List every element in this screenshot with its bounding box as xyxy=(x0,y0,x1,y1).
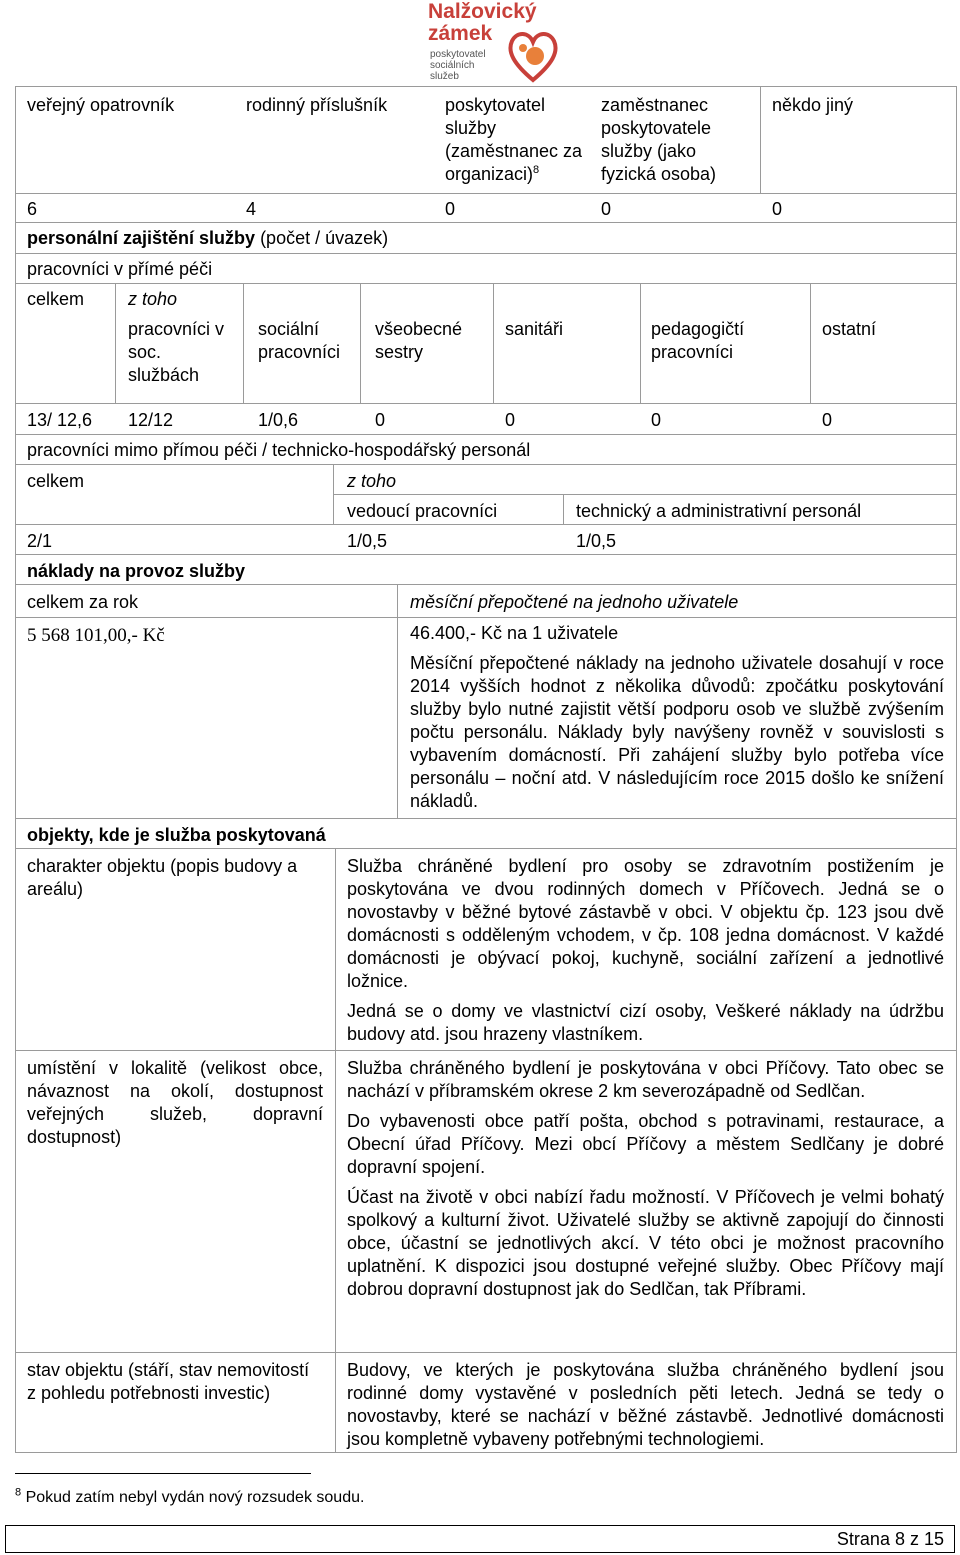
staff-value-soc-services: 12/12 xyxy=(128,410,174,430)
guardian-header-provider-text: poskytovatel služby (zaměstnanec za organizaci) xyxy=(445,95,583,184)
guardian-value-public: 6 xyxy=(27,199,38,219)
staff-value-social-workers: 1/0,6 xyxy=(258,410,299,430)
guardian-value-provider: 0 xyxy=(445,199,456,219)
staff-col-social-workers: sociální pracovníci xyxy=(258,319,341,362)
indirect-col-managers: vedoucí pracovníci xyxy=(347,501,498,521)
logo-subtitle-3: služeb xyxy=(430,71,459,82)
staff-col-orderlies: sanitáři xyxy=(505,319,564,339)
objects-location-p1: Služba chráněného bydlení je poskytována v obci Příčovy. Tato obec se nachází v příbramském okrese 2 km severozápadně od Sedlčan. xyxy=(347,1058,944,1101)
logo-title-line2: zámek xyxy=(428,22,493,45)
staff-total-label: celkem xyxy=(27,289,85,309)
objects-location-p3: Účast na životě v obci nabízí řadu možností. V Příčovech je velmi bohatý spolkový a kulturní život. Uživatelé služby se aktivně zapojují do činnosti obce, účastní se jednotlivých akcí. V této obci je možnost pracovního uplatnění. K dispozici jsou dostupné veřejné služby. Obec Příčovy mají dobrou dopravní dostupnost jak do Sedlčan, tak Příbrami. xyxy=(347,1187,944,1299)
costs-year-value: 5 568 101,00,- Kč xyxy=(27,625,165,646)
logo xyxy=(400,0,570,86)
staff-title: personální zajištění služby xyxy=(27,228,256,248)
costs-year-label: celkem za rok xyxy=(27,592,139,612)
staff-title-suffix: (počet / úvazek) xyxy=(255,228,389,248)
footnote-number: 8 xyxy=(15,1486,22,1499)
page-number: Strana 8 z 15 xyxy=(836,1529,944,1549)
indirect-care-label: pracovníci mimo přímou péči / technicko-hospodářský personál xyxy=(27,440,531,460)
indirect-col-technical: technický a administrativní personál xyxy=(576,501,862,521)
objects-character-p2: Jedná se o domy ve vlastnictví cizí osoby, Veškeré náklady na údržbu budovy atd. jsou hrazeny vlastníkem. xyxy=(347,1001,944,1044)
footnote-text: Pokud zatím nebyl vydán nový rozsudek soudu. xyxy=(25,1489,365,1506)
costs-note: Měsíční přepočtené náklady na jednoho uživatele dosahují v roce 2014 vyšších hodnot z několika důvodů: zpočátku poskytování služby bylo nutné zajistit větší podporu osob ve službě zvýšením počtu personálu. Náklady byly navýšeny rovněž v souvislosti s vybavením domácností. Při zahájení služby bylo potřeba více personálu – noční atd. V následujícím roce 2015 došlo ke snížení nákladů. xyxy=(410,653,944,811)
indirect-value-managers: 1/0,5 xyxy=(347,531,388,551)
guardian-header-family: rodinný příslušník xyxy=(246,95,388,115)
staff-value-pedagogues: 0 xyxy=(651,410,662,430)
objects-content-character xyxy=(347,855,944,1046)
logo-title-line1: Nalžovický xyxy=(428,0,537,23)
indirect-value-technical: 1/0,5 xyxy=(576,531,617,551)
objects-location-p2: Do vybavenosti obce patří pošta, obchod s potravinami, restaurace, a Obecní úřad Příčovy. Mezi obcí Příčovy a městem Sedlčany je dobré dopravní spojení. xyxy=(347,1111,944,1177)
staff-value-nurses: 0 xyxy=(375,410,386,430)
objects-character-p1: Služba chráněné bydlení pro osoby se zdravotním postižením je poskytována ve dvou rodinných domech v Příčovech. Jedná se o novostavby v běžné bytové zástavbě v obci. V objektu čp. 123 jsou dvě domácnosti s odděleným vchodem, v čp. 108 jedna domácnost. V každé domácnosti je obývací pokoj, kuchyně, sociální zařízení a jednotlivé ložnice. xyxy=(347,856,944,991)
costs-month-value: 46.400,- Kč na 1 uživatele xyxy=(410,623,619,643)
staff-col-other: ostatní xyxy=(822,319,877,339)
objects-label-character: charakter objektu (popis budovy a areálu) xyxy=(27,856,298,899)
objects-label-location: umístění v lokalitě (velikost obce, návaznost na okolí, dostupnost veřejných služeb, dopravní dostupnost) xyxy=(27,1058,323,1147)
footnote-ref: 8 xyxy=(533,164,540,176)
staff-of-which-label: z toho xyxy=(128,289,178,309)
direct-care-label: pracovníci v přímé péči xyxy=(27,259,213,279)
staff-col-nurses: všeobecné sestry xyxy=(375,319,463,362)
guardian-header-public: veřejný opatrovník xyxy=(27,95,175,115)
staff-col-pedagogues: pedagogičtí pracovníci xyxy=(651,319,745,362)
objects-content-condition xyxy=(347,1359,944,1451)
staff-value-orderlies: 0 xyxy=(505,410,516,430)
logo-subtitle-2: sociálních xyxy=(430,60,475,71)
indirect-total-label: celkem xyxy=(27,471,85,491)
indirect-of-which-label: z toho xyxy=(347,471,397,491)
guardian-value-family: 4 xyxy=(246,199,257,219)
staff-col-soc-services: pracovníci v soc. službách xyxy=(128,319,225,385)
staff-section-title xyxy=(27,227,388,250)
guardian-header-employee: zaměstnanec poskytovatele služby (jako fyzická osoba) xyxy=(601,95,717,184)
indirect-value-total: 2/1 xyxy=(27,531,53,551)
footnote-separator xyxy=(15,1473,311,1474)
staff-value-other: 0 xyxy=(822,410,833,430)
guardian-value-other: 0 xyxy=(772,199,783,219)
costs-title: náklady na provoz služby xyxy=(27,561,246,581)
logo-subtitle-1: poskytovatel xyxy=(430,49,486,60)
objects-content-location xyxy=(347,1057,944,1301)
objects-title: objekty, kde je služba poskytovaná xyxy=(27,825,326,845)
objects-condition-p1: Budovy, ve kterých je poskytována služba chráněného bydlení jsou rodinné domy vystavěné v posledních pěti letech. Jedná se tedy o novostavby, které se nachází v běžné zástavbě. Jednotlivé domácnosti jsou kompletně vybaveny potřebnými technologiemi. xyxy=(347,1360,944,1449)
heart-icon xyxy=(504,24,562,84)
footnote xyxy=(15,1486,364,1509)
page-footer xyxy=(5,1525,955,1553)
objects-label-condition: stav objektu (stáří, stav nemovitostí z pohledu potřebnosti investic) xyxy=(27,1360,310,1403)
guardian-header-provider xyxy=(445,94,585,186)
guardian-header-other: někdo jiný xyxy=(772,95,854,115)
costs-month-label: měsíční přepočtené na jednoho uživatele xyxy=(410,592,739,612)
staff-value-total: 13/ 12,6 xyxy=(27,410,93,430)
guardian-value-employee: 0 xyxy=(601,199,612,219)
